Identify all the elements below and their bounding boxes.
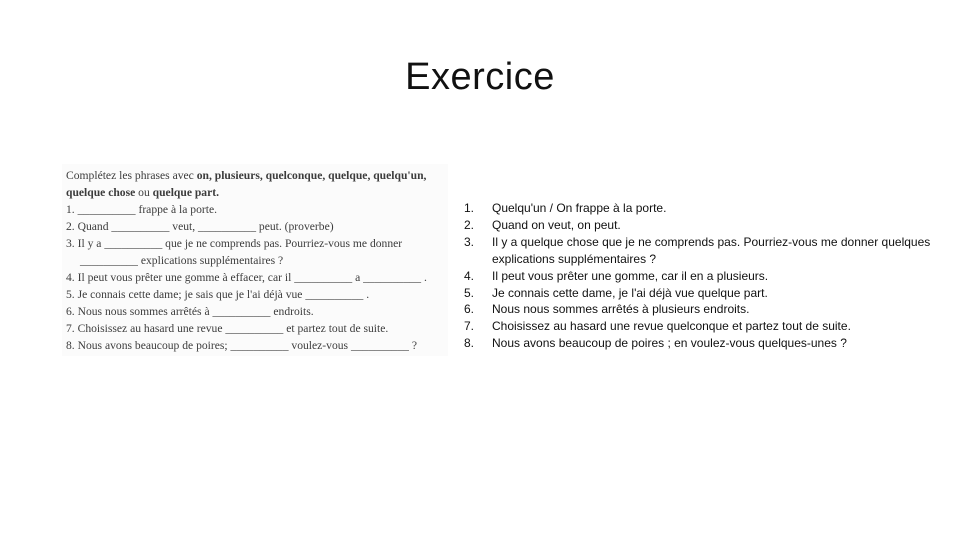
answer-number: 7. xyxy=(464,319,475,334)
answer-item xyxy=(458,301,938,318)
instruction-keywords: on, plusieurs, quelconque, quelque, quelqu'un, xyxy=(196,169,427,182)
exercise-item: 8. Nous avons beaucoup de poires; __________ voulez-vous __________ ? xyxy=(66,339,417,352)
exercise-instructions xyxy=(66,167,444,201)
answer-number: 6. xyxy=(464,302,475,317)
exercise-item: 7. Choisissez au hasard une revue __________ et partez tout de suite. xyxy=(66,322,389,335)
answer-text: Quand on veut, on peut. xyxy=(492,217,621,232)
answer-text: Il y a quelque chose que je ne comprends pas. Pourriez-vous me donner quelques explications supplémentaires ? xyxy=(492,234,931,266)
answer-item xyxy=(458,234,938,268)
answer-text: Nous nous sommes arrêtés à plusieurs endroits. xyxy=(492,302,750,317)
scanned-exercise-image xyxy=(62,164,448,356)
answer-item xyxy=(458,285,938,302)
answer-text: Je connais cette dame, je l'ai déjà vue quelque part. xyxy=(492,285,768,300)
answer-text: Nous avons beaucoup de poires ; en voulez-vous quelques-unes ? xyxy=(492,336,847,351)
instruction-keywords-2: quelque chose xyxy=(66,186,136,199)
instruction-text: Complétez les phrases avec xyxy=(66,169,197,182)
answer-number: 4. xyxy=(464,268,475,283)
answer-item xyxy=(458,268,938,285)
exercise-item: 4. Il peut vous prêter une gomme à effacer, car il __________ a __________ . xyxy=(66,271,427,284)
slide-title: Exercice xyxy=(405,56,555,98)
instruction-keywords-3: quelque part. xyxy=(152,186,220,199)
exercise-item: 6. Nous nous sommes arrêtés à __________ endroits. xyxy=(66,305,314,318)
answer-item xyxy=(458,217,938,234)
answer-text: Choisissez au hasard une revue quelconque et partez tout de suite. xyxy=(492,319,851,334)
answer-number: 8. xyxy=(464,336,475,351)
answer-number: 3. xyxy=(464,234,475,249)
answer-number: 5. xyxy=(464,285,475,300)
answer-text: Quelqu'un / On frappe à la porte. xyxy=(492,201,667,215)
exercise-item: 1. __________ frappe à la porte. xyxy=(66,203,217,216)
answer-text: Il peut vous prêter une gomme, car il en a plusieurs. xyxy=(492,268,769,283)
instruction-connector: ou xyxy=(135,186,153,199)
answer-item xyxy=(458,318,938,335)
exercise-item: 2. Quand __________ veut, __________ peut. (proverbe) xyxy=(66,220,334,233)
exercise-item: 5. Je connais cette dame; je sais que je l'ai déjà vue __________ . xyxy=(66,288,370,301)
answer-number: 2. xyxy=(464,217,475,232)
answer-item xyxy=(458,200,938,217)
answer-item xyxy=(458,335,938,352)
answer-list xyxy=(458,200,938,352)
exercise-item-continuation: __________ explications supplémentaires ? xyxy=(80,254,284,267)
answer-number: 1. xyxy=(464,201,475,215)
exercise-item: 3. Il y a __________ que je ne comprends pas. Pourriez-vous me donner xyxy=(66,237,403,250)
